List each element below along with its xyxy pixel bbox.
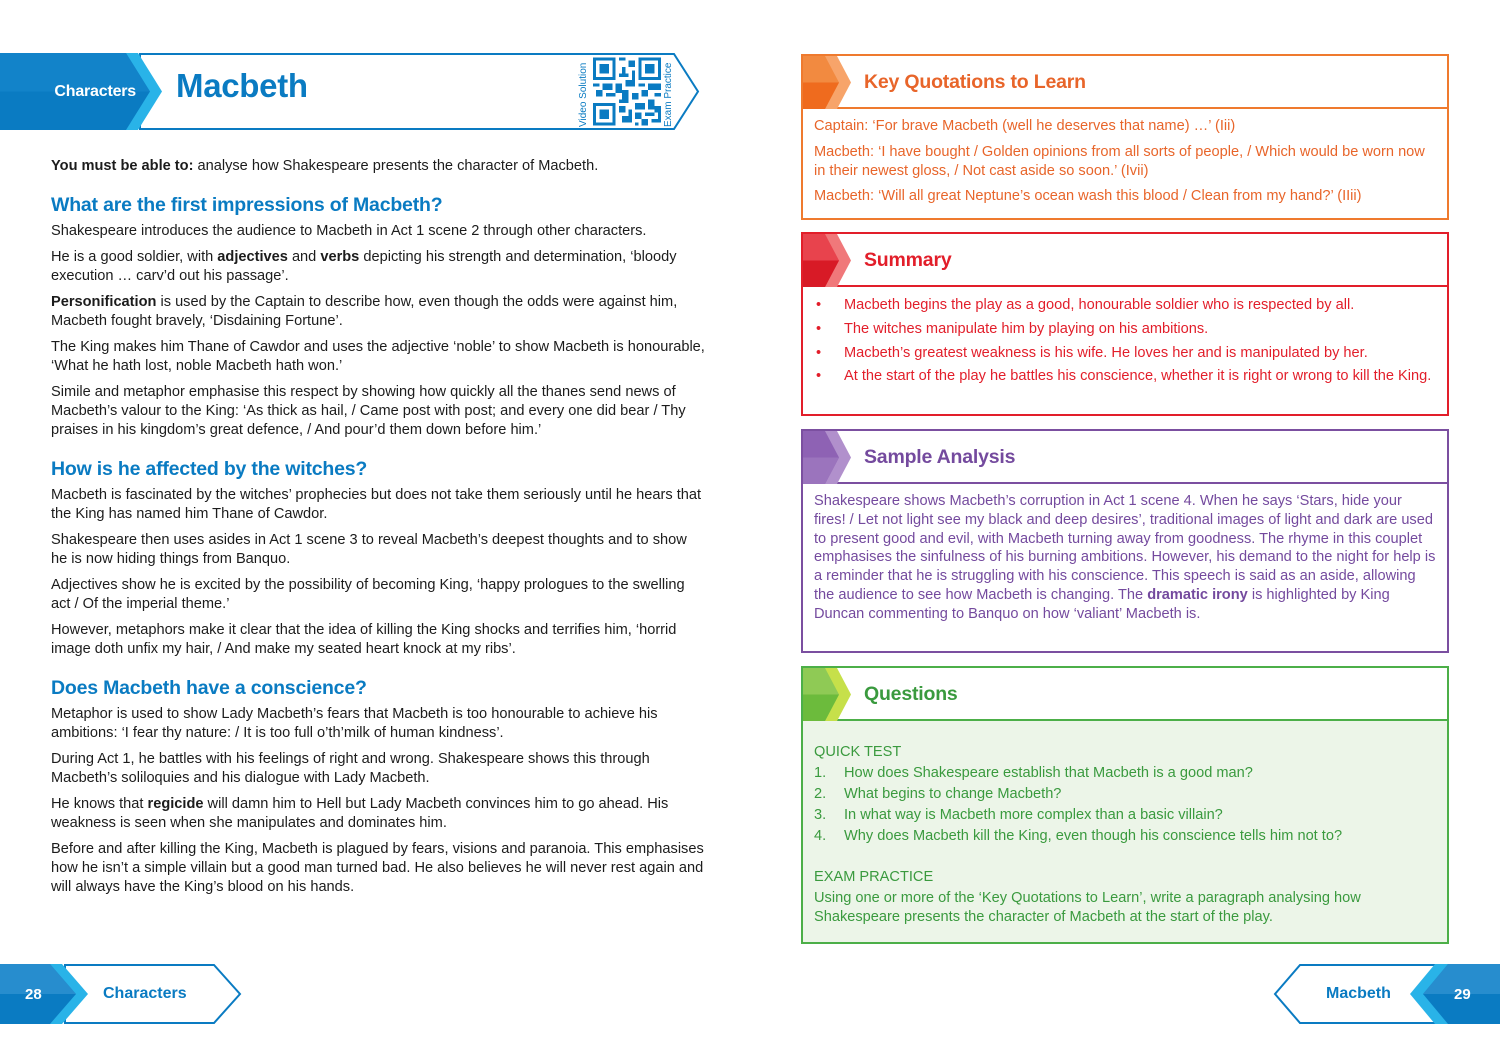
box-header bbox=[803, 234, 1447, 287]
paragraph bbox=[51, 531, 706, 569]
paragraph bbox=[51, 840, 706, 897]
box-body bbox=[803, 287, 1447, 399]
text-run: Simile and metaphor emphasise this respect by showing how quickly all the thanes send news of Macbeth’s valour to the King: ‘As thick as hail, / Came post with post; and every one did bear / Thy praises in his kingdom’s great defence, / And pour’d them down before him.’ bbox=[51, 384, 686, 438]
quotation: Macbeth: ‘Will all great Neptune’s ocean wash this blood / Clean from my hand?’ (IIii) bbox=[814, 188, 1362, 205]
summary-item: • Macbeth’s greatest weakness is his wife. He loves her and is manipulated by her. bbox=[814, 344, 1436, 363]
qr-code-block[interactable] bbox=[576, 55, 676, 128]
page-title: Macbeth bbox=[176, 67, 308, 104]
text-run: is used by the Captain to describe how, even though the odds were against him, Macbeth fought bravely, ‘Disdaining Fortune’. bbox=[51, 294, 678, 329]
key-term: verbs bbox=[320, 249, 360, 265]
question-text: In what way is Macbeth more complex than a basic villain? bbox=[844, 807, 1223, 824]
paragraph bbox=[51, 338, 706, 376]
summary-item: • Macbeth begins the play as a good, honourable soldier who is respected by all. bbox=[814, 296, 1436, 315]
summary-list bbox=[814, 295, 1436, 386]
footer-section-label: Macbeth bbox=[1326, 985, 1391, 1002]
question-text: Why does Macbeth kill the King, even though his conscience tells him not to? bbox=[844, 828, 1343, 845]
box-body bbox=[803, 109, 1447, 214]
paragraph bbox=[51, 248, 706, 286]
chevron-right-icon bbox=[803, 234, 863, 287]
paragraph bbox=[51, 222, 706, 241]
learning-objective bbox=[51, 157, 706, 176]
qr-code-icon[interactable] bbox=[593, 57, 661, 126]
summary-box bbox=[801, 232, 1449, 416]
right-page-footer bbox=[1270, 964, 1500, 1024]
key-quotations-box bbox=[801, 54, 1449, 220]
text-run: will damn him to Hell but Lady Macbeth convinces him to go ahead. His weakness is seen when she manipulates and dominates him. bbox=[51, 796, 669, 831]
summary-item: • At the start of the play he battles his conscience, whether it is right or wrong to kill the King. bbox=[814, 367, 1436, 386]
text-run: During Act 1, he battles with his feelings of right and wrong. Shakespeare shows this through Macbeth’s soliloquies and his dialogue with Lady Macbeth. bbox=[51, 751, 650, 786]
box-body bbox=[803, 484, 1447, 632]
box-header bbox=[803, 431, 1447, 484]
text-run: The King makes him Thane of Cawdor and uses the adjective ‘noble’ to show Macbeth is honourable, ‘What he hath lost, noble Macbeth hath won.’ bbox=[51, 339, 705, 374]
quick-test-label: QUICK TEST bbox=[814, 744, 902, 760]
video-solution-label: Video Solution bbox=[578, 62, 589, 127]
section-heading: How is he affected by the witches? bbox=[51, 458, 368, 480]
objective-label: You must be able to: bbox=[51, 158, 194, 174]
question-number: 4. bbox=[814, 828, 827, 845]
text-run: He is a good soldier, with bbox=[51, 249, 218, 265]
text-run: Shakespeare then uses asides in Act 1 scene 3 to reveal Macbeth’s deepest thoughts and to show he is now hiding things from Banquo. bbox=[51, 532, 687, 567]
exam-practice-label: Exam Practice bbox=[663, 62, 674, 127]
box-body bbox=[803, 721, 1447, 935]
paragraph bbox=[51, 621, 706, 659]
text-run: Before and after killing the King, Macbeth is plagued by fears, visions and paranoia. This emphasises how he isn’t a simple villain but a good man turned bad. He also believes he will never rest again and will always have the King’s blood on his hands. bbox=[51, 841, 704, 895]
chevron-right-icon bbox=[803, 56, 863, 109]
text-run: He knows that bbox=[51, 796, 148, 812]
quotation: Captain: ‘For brave Macbeth (well he deserves that name) …’ (Iii) bbox=[814, 118, 1236, 134]
page-number: 29 bbox=[1454, 985, 1471, 1003]
text-run: is highlighted by King Duncan commenting to Banquo on how ‘valiant’ Macbeth is. bbox=[814, 586, 1390, 622]
sample-analysis-box bbox=[801, 429, 1449, 653]
paragraph bbox=[51, 383, 706, 440]
footer-section-label: Characters bbox=[103, 985, 187, 1002]
exam-practice-text: Using one or more of the ‘Key Quotations to Learn’, write a paragraph analysing how Shakespeare presents the character of Macbeth at the start of the play. bbox=[814, 889, 1361, 925]
key-term: Personification bbox=[51, 294, 157, 310]
key-term: adjectives bbox=[217, 249, 288, 265]
text-run: Metaphor is used to show Lady Macbeth’s fears that Macbeth is too honourable to achieve his ambitions: ‘I fear thy nature: / It is too full o’th’milk of human kindness’. bbox=[51, 706, 658, 741]
box-title: Summary bbox=[864, 249, 952, 271]
question-item bbox=[814, 827, 1436, 846]
questions-box bbox=[801, 666, 1449, 944]
question-item bbox=[814, 806, 1436, 825]
text-run: Shakespeare introduces the audience to Macbeth in Act 1 scene 2 through other characters. bbox=[51, 223, 647, 239]
key-term: regicide bbox=[147, 796, 204, 812]
chevron-right-icon bbox=[803, 431, 863, 484]
quotation: Macbeth: ‘I have bought / Golden opinions from all sorts of people, / Which would be worn now in their newest gloss, / Not cast aside so soon.’ (Ivii) bbox=[814, 143, 1425, 179]
question-number: 3. bbox=[814, 807, 827, 824]
objective-text: analyse how Shakespeare presents the character of Macbeth. bbox=[193, 158, 599, 174]
question-text: How does Shakespeare establish that Macbeth is a good man? bbox=[844, 764, 1253, 781]
question-number: 1. bbox=[814, 764, 827, 781]
box-header bbox=[803, 668, 1447, 721]
text-run: Shakespeare shows Macbeth’s corruption in Act 1 scene 4. When he says ‘Stars, hide your fires! / Let not light see my black and deep desires’, traditional images of light and dark are used to present good and evil, with Macbeth turning away from goodness. The rhyme in this couplet emphasises the sinfulness of his burning ambitions. However, his demand to the night for help is a reminder that he is struggling with his conscience. This speech is said as an aside, allowing the audience to see how Macbeth is changing. The bbox=[814, 493, 1436, 603]
paragraph bbox=[51, 576, 706, 614]
box-title: Sample Analysis bbox=[864, 446, 1016, 468]
section-label: Characters bbox=[54, 82, 136, 100]
box-header bbox=[803, 56, 1447, 109]
text-run: However, metaphors make it clear that the idea of killing the King shocks and terrifies him, ‘horrid image doth unfix my hair, / And make my seated heart knock at my ribs’. bbox=[51, 622, 677, 657]
question-item bbox=[814, 764, 1436, 783]
section-heading: What are the first impressions of Macbeth? bbox=[51, 194, 443, 216]
key-term: dramatic irony bbox=[1147, 586, 1248, 603]
exam-practice-label: EXAM PRACTICE bbox=[814, 869, 934, 886]
analysis-paragraph bbox=[814, 492, 1436, 624]
page-number: 28 bbox=[25, 985, 42, 1003]
question-text: What begins to change Macbeth? bbox=[844, 785, 1062, 802]
text-run: depicting his strength and determination, ‘bloody execution … carv’d out his passage’. bbox=[51, 249, 677, 284]
paragraph bbox=[51, 486, 706, 524]
question-item bbox=[814, 785, 1436, 804]
paragraph bbox=[51, 795, 706, 833]
left-page-footer bbox=[0, 964, 245, 1024]
box-title: Key Quotations to Learn bbox=[864, 71, 1086, 93]
paragraph bbox=[51, 293, 706, 331]
question-number: 2. bbox=[814, 785, 827, 802]
chapter-header bbox=[0, 53, 700, 130]
paragraph bbox=[51, 705, 706, 743]
chevron-right-icon bbox=[803, 668, 863, 721]
text-run: Adjectives show he is excited by the possibility of becoming King, ‘happy prologues to the swelling act / Of the imperial theme.’ bbox=[51, 577, 685, 612]
box-title: Questions bbox=[864, 683, 958, 705]
text-run: Macbeth is fascinated by the witches’ prophecies but does not take them seriously until he hears that the King has named him Thane of Cawdor. bbox=[51, 487, 702, 522]
quick-test-list bbox=[814, 764, 1436, 846]
left-page-content bbox=[51, 157, 706, 904]
section-heading: Does Macbeth have a conscience? bbox=[51, 677, 367, 699]
summary-item: • The witches manipulate him by playing on his ambitions. bbox=[814, 320, 1436, 339]
text-run: and bbox=[287, 249, 321, 265]
paragraph bbox=[51, 750, 706, 788]
